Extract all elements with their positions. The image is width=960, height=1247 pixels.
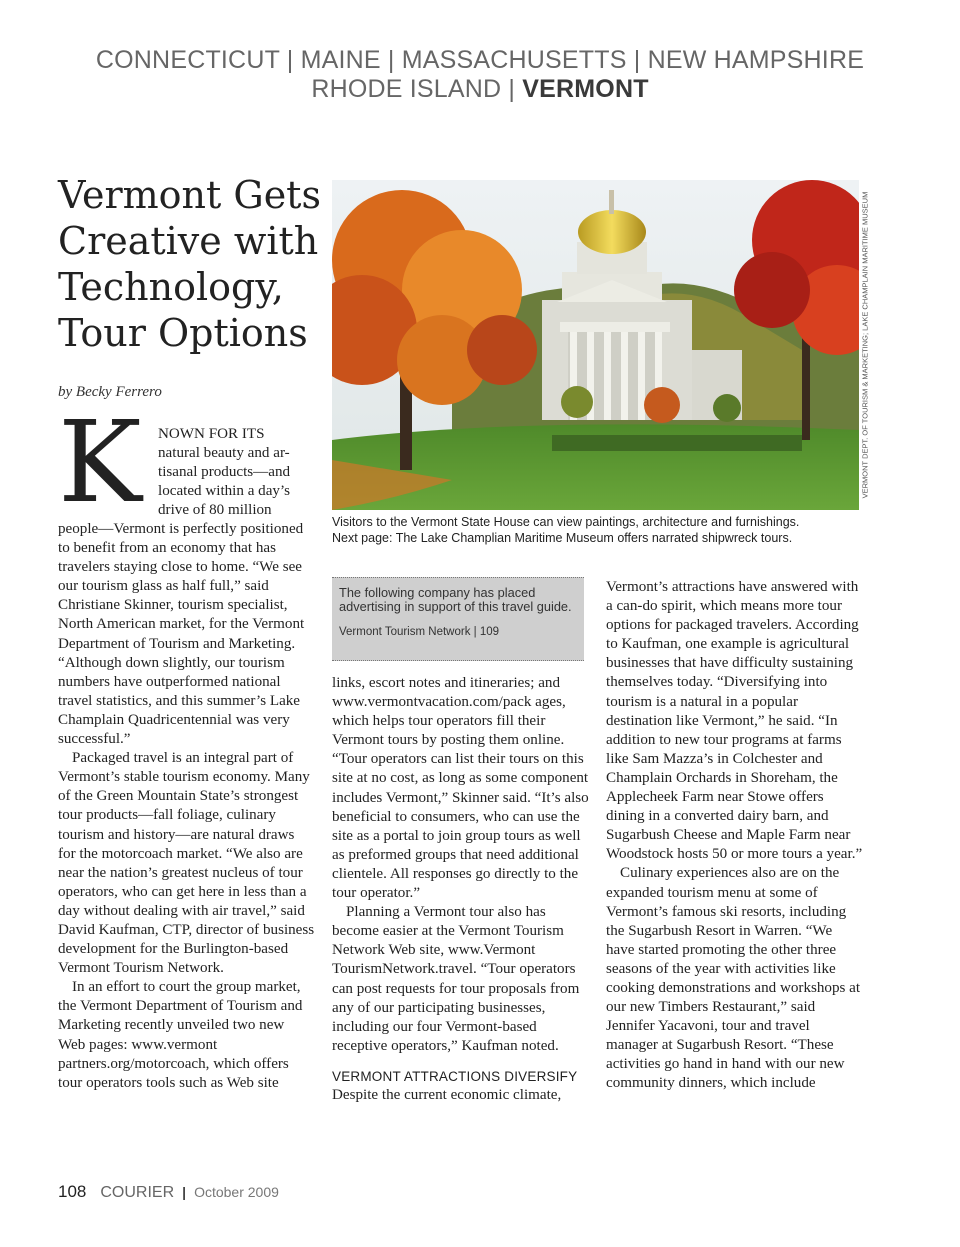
current-state: VERMONT bbox=[522, 75, 649, 103]
photo-caption bbox=[332, 514, 852, 546]
drop-line: located within a day’s bbox=[158, 483, 291, 500]
states-line-2-prefix: RHODE ISLAND | bbox=[311, 75, 523, 103]
paragraph: Despite the current economic climate, bbox=[332, 1086, 562, 1103]
caption-line-2: Next page: The Lake Champlian Maritime Museum offers narrated shipwreck tours. bbox=[332, 531, 793, 545]
vermont-state-house-photo bbox=[332, 180, 859, 510]
states-line-2 bbox=[0, 75, 960, 104]
byline: by Becky Ferrero bbox=[58, 384, 162, 400]
paragraph: people—Vermont is perfectly positioned to benefit from an economy that has travelers staying close to home. “We see our tourism glass as half full,” said Christiane Skinner, tourism specialist, North American market, for the Vermont Department of Tourism and Marketing. “Although down slightly, our tourism numbers have outperformed national travel statistics, and this summer’s Lake Champlain Quadricentennial was very successful.” bbox=[58, 521, 305, 748]
drop-cap: K bbox=[58, 398, 142, 528]
drop-line: NOWN FOR ITS bbox=[158, 426, 265, 442]
issue-date: October 2009 bbox=[194, 1184, 279, 1200]
drop-line: tisanal products—and bbox=[158, 464, 291, 481]
sponsor-box bbox=[332, 577, 584, 661]
paragraph: Planning a Vermont tour also has become easier at the Vermont Tourism Network Web site, www.Vermont TourismNetwork.travel. “Tour operators can post requests for tour proposals from any of our participating businesses, including our four Vermont-based receptive operators,” Kaufman noted. bbox=[332, 904, 580, 1054]
paragraph: Culinary experiences also are on the expanded tourism menu at some of Vermont’s famous ski resorts, including the Sugarbush Resort in Warren. “We have started promoting the other three seasons of the year with activities like cooking demonstrations and workshops at our new Timbers Restaurant,” said Jennifer Yacavoni, tour and travel manager at Sugarbush Resort. “These activities go hand in hand with our new community dinners, which include bbox=[606, 865, 861, 1092]
section-subhead: VERMONT ATTRACTIONS DIVERSIFY bbox=[332, 1068, 578, 1084]
states-line-1: CONNECTICUT | MAINE | MASSACHUSETTS | NEW HAMPSHIRE bbox=[95, 46, 865, 74]
article-headline: Vermont Gets Creative with Technology, Tour Options bbox=[58, 173, 321, 355]
magazine-name: COURIER bbox=[100, 1184, 175, 1201]
paragraph: links, escort notes and itineraries; and www.vermontvacation.com/pack ages, which helps tour operators fill their Vermont tours by posting them online. “Tour operators can list their tours on this site at no cost, as long as some component includes Vermont,” Skinner said. “It’s also beneficial to consumers, who can use the site as a portal to join group tours as well as preformed groups that need additional clientele. All responses go directly to the tour operator.” bbox=[332, 675, 589, 902]
page-number: 108 bbox=[58, 1182, 87, 1201]
paragraph: In an effort to court the group market, the Vermont Department of Tourism and Marketing recently unveiled two new Web pages: www.vermont partners.org/motorcoach, which offers tour operators tools such as Web site bbox=[58, 979, 303, 1091]
column-1 bbox=[58, 520, 315, 1093]
sponsor-message: The following company has placed advertising in support of this travel guide. bbox=[339, 585, 572, 614]
photo-credit bbox=[858, 180, 872, 510]
caption-line-1: Visitors to the Vermont State House can view paintings, architecture and furnishings. bbox=[332, 515, 800, 529]
drop-cap-lines bbox=[158, 425, 315, 520]
paragraph: Vermont’s attractions have answered with a can-do spirit, which means more tour options for packaged travelers. According to Kaufman, one example is agricultural businesses that have difficulty sustaining themselves today. “Diversifying into tourism is a natural in a popular destination like Vermont,” he said. “In addition to new tour programs at farms like Sam Mazza’s in Colchester and Champlain Orchards in Shoreham, the Applecheek Farm near Stowe offers dining in a converted dairy barn, and Sugarbush Cheese and Maple Farm near Woodstock hosts 50 or more tours a year.” bbox=[606, 579, 863, 863]
sponsor-reference: Vermont Tourism Network | 109 bbox=[339, 626, 500, 638]
page-footer bbox=[58, 1182, 279, 1202]
photo-credit-text: VERMONT DEPT. OF TOURISM & MARKETING; LAKE CHAMPLAIN MARITIME MUSEUM bbox=[860, 191, 870, 499]
footer-separator: | bbox=[182, 1184, 187, 1200]
drop-line: natural beauty and ar- bbox=[158, 445, 290, 462]
paragraph: Packaged travel is an integral part of Vermont’s stable tourism economy. Many of the Green Mountain State’s strongest tour products—fall foliage, culinary tourism and history—are natural draws for the motorcoach market. “We also are near the nation’s greatest nucleus of tour operators, who can get here in less than a day without dealing with air travel,” said David Kaufman, CTP, director of business development for the Burlington-based Vermont Tourism Network. bbox=[58, 750, 315, 977]
column-2 bbox=[332, 674, 589, 1105]
column-3 bbox=[606, 578, 863, 1094]
drop-line: drive of 80 million bbox=[158, 502, 272, 519]
